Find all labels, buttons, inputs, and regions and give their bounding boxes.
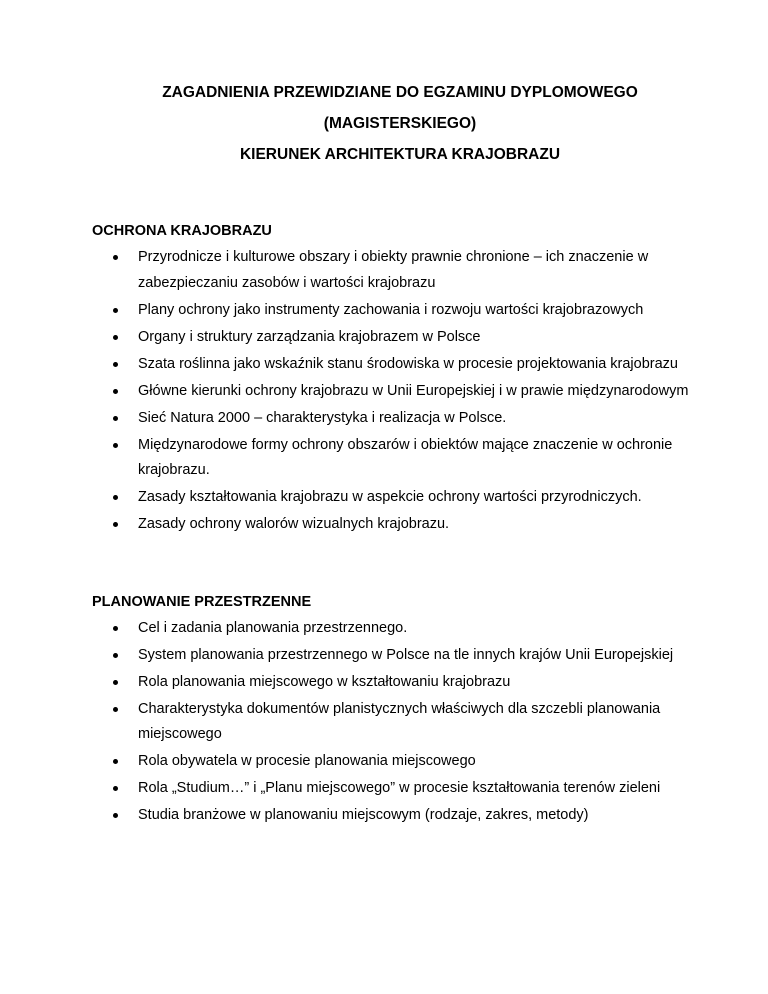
list-item-text: Międzynarodowe formy ochrony obszarów i obiektów mające znaczenie w ochronie krajobrazu.: [138, 436, 673, 478]
section-planowanie-przestrzenne: [92, 590, 708, 829]
list-item: [92, 512, 708, 538]
section-heading: PLANOWANIE PRZESTRZENNE: [92, 593, 312, 610]
list-item: [92, 697, 708, 748]
list-item-text: System planowania przestrzennego w Polsce na tle innych krajów Unii Europejskiej: [138, 646, 674, 663]
bullet-icon: [113, 416, 118, 421]
title-line: ZAGADNIENIA PRZEWIDZIANE DO EGZAMINU DYPLOMOWEGO: [162, 84, 638, 101]
bullet-icon: [113, 707, 118, 712]
list-item: [92, 776, 708, 802]
list-item: [92, 245, 708, 296]
list-item-text: Rola „Studium…” i „Planu miejscowego” w procesie kształtowania terenów zieleni: [138, 780, 661, 796]
list-item: [92, 485, 708, 511]
section-heading: OCHRONA KRAJOBRAZU: [92, 223, 272, 239]
bullet-icon: [113, 786, 118, 791]
topic-list: [92, 616, 708, 829]
bullet-icon: [113, 680, 118, 685]
list-item: [92, 616, 708, 642]
document-title: [92, 77, 708, 170]
section-ochrona-krajobrazu: [92, 219, 708, 538]
list-item: [92, 325, 708, 351]
topic-list: [92, 245, 708, 538]
bullet-icon: [113, 522, 118, 527]
list-item: [92, 352, 708, 378]
list-item-text: Zasady kształtowania krajobrazu w aspekcie ochrony wartości przyrodniczych.: [138, 489, 642, 505]
bullet-icon: [113, 362, 118, 367]
list-item: [92, 379, 708, 405]
list-item-text: Sieć Natura 2000 – charakterystyka i realizacja w Polsce.: [138, 409, 507, 426]
list-item-text: Zasady ochrony walorów wizualnych krajobrazu.: [138, 516, 450, 532]
bullet-icon: [113, 389, 118, 394]
list-item-text: Rola planowania miejscowego w kształtowaniu krajobrazu: [138, 673, 511, 690]
list-item-text: Rola obywatela w procesie planowania miejscowego: [138, 753, 476, 769]
bullet-icon: [113, 443, 118, 448]
list-item: [92, 433, 708, 484]
list-item-text: Studia branżowe w planowaniu miejscowym (rodzaje, zakres, metody): [138, 807, 589, 823]
list-item: [92, 406, 708, 432]
list-item: [92, 749, 708, 775]
bullet-icon: [113, 653, 118, 658]
bullet-icon: [113, 255, 118, 260]
list-item-text: Charakterystyka dokumentów planistycznych właściwych dla szczebli planowania miejscowego: [138, 700, 661, 742]
list-item-text: Główne kierunki ochrony krajobrazu w Unii Europejskiej i w prawie międzynarodowym: [138, 382, 689, 399]
bullet-icon: [113, 813, 118, 818]
list-item-text: Szata roślinna jako wskaźnik stanu środowiska w procesie projektowania krajobrazu: [138, 355, 678, 372]
list-item-text: Przyrodnicze i kulturowe obszary i obiekty prawnie chronione – ich znaczenie w zabezpieczaniu zasobów i wartości krajobrazu: [138, 249, 649, 291]
list-item-text: Organy i struktury zarządzania krajobrazem w Polsce: [138, 328, 481, 345]
title-line: KIERUNEK ARCHITEKTURA KRAJOBRAZU: [239, 146, 561, 163]
list-item: [92, 803, 708, 829]
list-item-text: Plany ochrony jako instrumenty zachowania i rozwoju wartości krajobrazowych: [138, 301, 644, 318]
bullet-icon: [113, 335, 118, 340]
list-item-text: Cel i zadania planowania przestrzennego.: [138, 619, 408, 636]
bullet-icon: [113, 759, 118, 764]
list-item: [92, 298, 708, 324]
title-line: (MAGISTERSKIEGO): [323, 115, 477, 132]
list-item: [92, 643, 708, 669]
bullet-icon: [113, 308, 118, 313]
bullet-icon: [113, 626, 118, 631]
list-item: [92, 670, 708, 696]
bullet-icon: [113, 495, 118, 500]
